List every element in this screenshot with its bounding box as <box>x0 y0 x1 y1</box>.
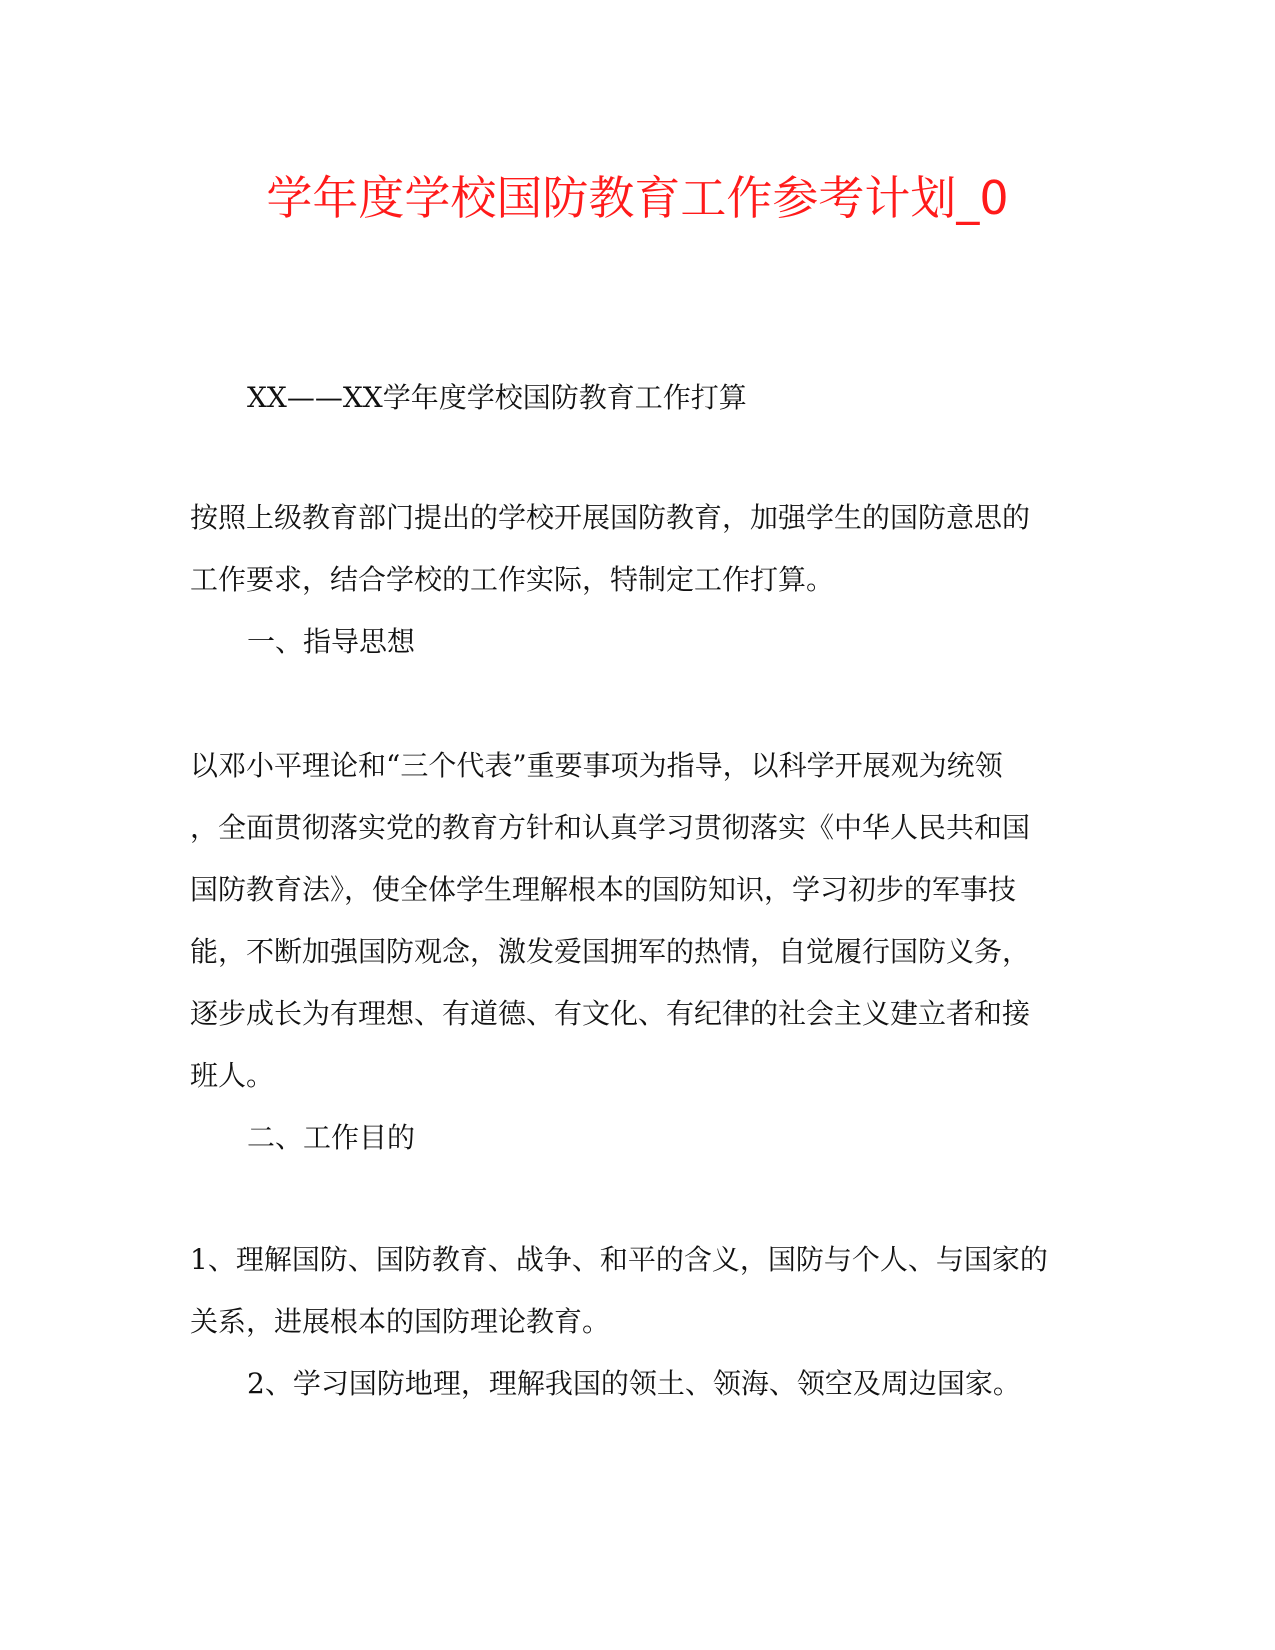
section2-item1-line-2: 关系，进展根本的国防理论教育。 <box>190 1305 611 1338</box>
section1-line-6: 班人。 <box>190 1059 275 1092</box>
intro-line-1: 按照上级教育部门提出的学校开展国防教育，加强学生的国防意思的 <box>190 501 1031 534</box>
section1-line-2: ，全面贯彻落实党的教育方针和认真学习贯彻落实《中华人民共和国 <box>190 811 1031 844</box>
section-heading-guiding-thought: 一、指导思想 <box>247 625 416 658</box>
document-title: 学年度学校国防教育工作参考计划_0 <box>266 171 1009 225</box>
section1-line-3: 国防教育法》，使全体学生理解根本的国防知识，学习初步的军事技 <box>190 873 1017 906</box>
document-subtitle: XX——XX学年度学校国防教育工作打算 <box>247 381 747 414</box>
section1-line-1: 以邓小平理论和“三个代表”重要事项为指导，以科学开展观为统领 <box>190 749 1003 782</box>
section2-item2: 2、学习国防地理，理解我国的领土、领海、领空及周边国家。 <box>247 1367 1021 1400</box>
section1-line-4: 能，不断加强国防观念，激发爱国拥军的热情，自觉履行国防义务， <box>190 935 1031 968</box>
intro-line-2: 工作要求，结合学校的工作实际，特制定工作打算。 <box>190 563 835 596</box>
section-heading-work-goals: 二、工作目的 <box>247 1121 416 1154</box>
section2-item1-line-1: 1、理解国防、国防教育、战争、和平的含义，国防与个人、与国家的 <box>190 1243 1048 1276</box>
section1-line-5: 逐步成长为有理想、有道德、有文化、有纪律的社会主义建立者和接 <box>190 997 1031 1030</box>
